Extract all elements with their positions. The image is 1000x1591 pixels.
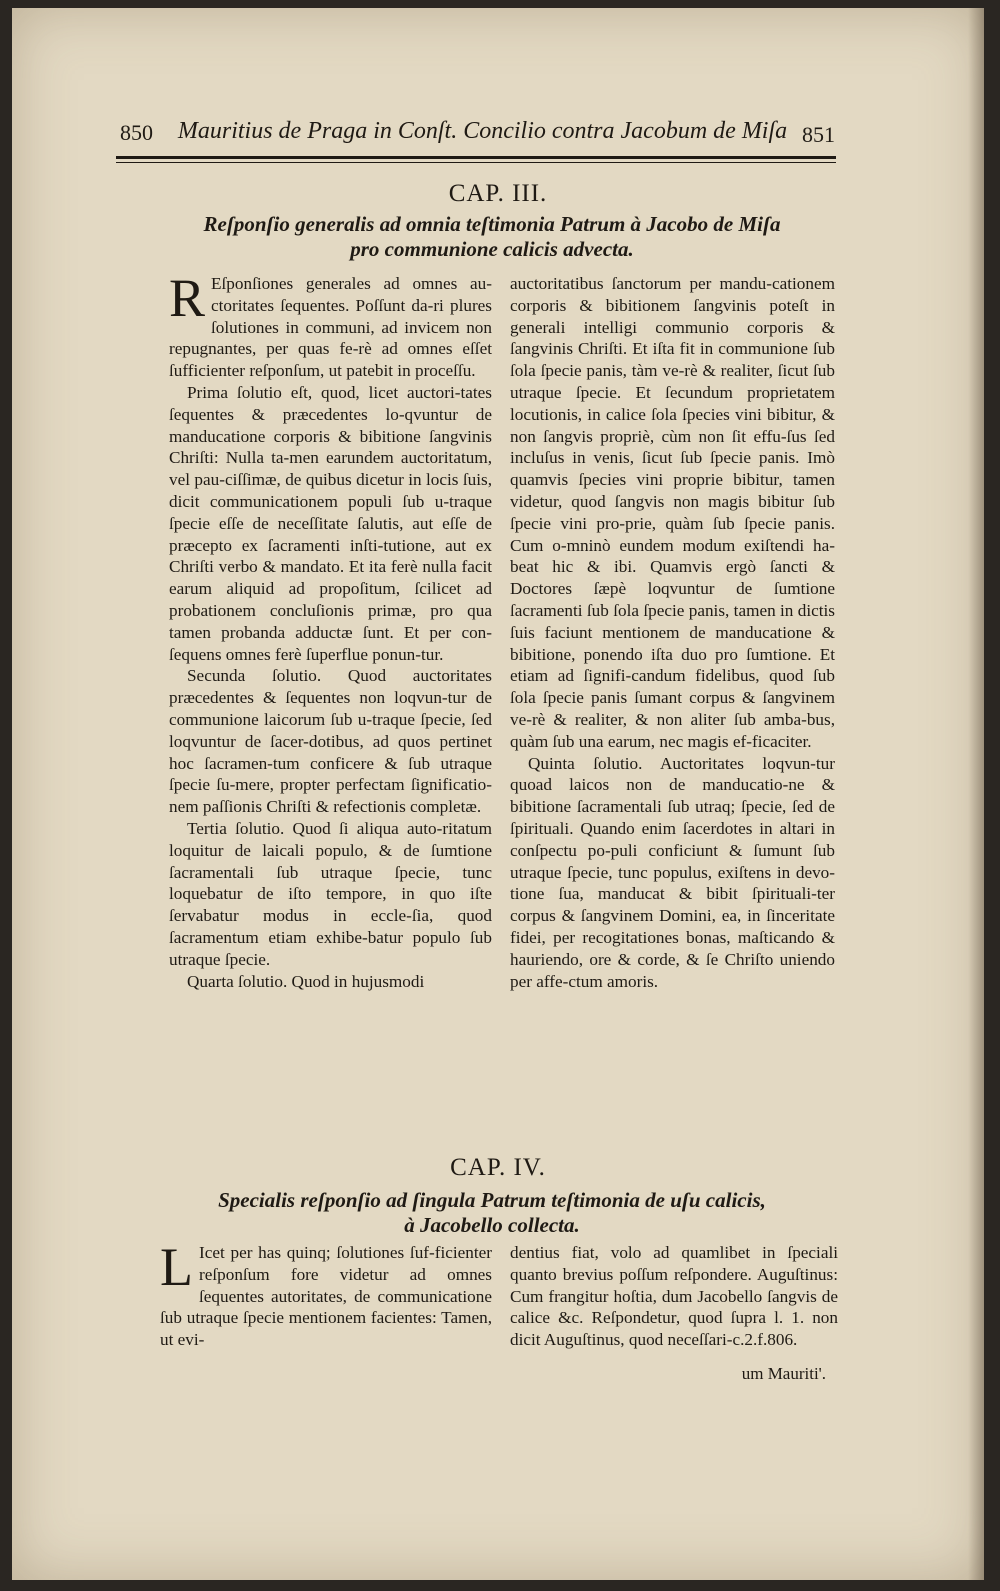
header-rule	[116, 156, 836, 159]
chapter-heading: CAP. IV.	[450, 1154, 546, 1181]
paragraph: Quarta ſolutio. Quod in hujusmodi	[187, 971, 425, 991]
page-number-left: 850	[120, 120, 153, 145]
page-number-right: 851	[802, 122, 835, 147]
paragraph	[169, 268, 492, 382]
paragraph-text: Eſponſiones generales ad omnes au-ctoritates ſequentes. Poſſunt da-ri plures ſolutiones in communi, ad invicem non repugnantes, per quas fe-rè ad omnes eſſet ſufficienter reſponſum, ut patebit in proceſſu.	[169, 274, 492, 381]
chapter-subtitle-line1: Reſponſio generalis ad omnia teſtimonia Patrum à Jacobo de Miſa	[203, 212, 781, 236]
chapter3-left-column	[169, 268, 492, 992]
chapter-heading: CAP. III.	[448, 180, 548, 207]
header-rule-thin	[116, 162, 836, 163]
chapter4-right-column	[510, 1242, 838, 1351]
paragraph-text: Icet per has quinq; ſolutiones ſuf-ficienter reſponſum fore videtur ad omnes ſequentes autoritates, de communicatione ſub utraque ſpecie mentionem facientes: Tamen, ut evi-	[160, 1243, 492, 1350]
running-title: Mauritius de Praga in Conſt. Concilio contra Jacobum de Miſa	[177, 118, 788, 144]
drop-cap: L	[160, 1237, 193, 1297]
book-page	[12, 8, 984, 1580]
chapter-subtitle-line2: à Jacobello collecta.	[404, 1213, 580, 1237]
paragraph	[160, 1237, 492, 1351]
running-header	[120, 118, 835, 154]
paragraph: Tertia ſolutio. Quod ſi aliqua auto-ritatum loquitur de laicali populo, & de ſumtione ſacramentali ſub utraque ſpecie, tunc loquebatur de iſto tempore, in quo iſte ſervabatur modus in eccle-ſia, quod ſacramentum etiam exhibe-batur populo ſub utraque ſpecie.	[169, 818, 492, 969]
catchword: um Mauriti'.	[741, 1364, 826, 1383]
paragraph: Prima ſolutio eſt, quod, licet auctori-tates ſequentes & præcedentes lo-qvuntur de manducatione corporis & bibitione ſangvinis Chriſti: Nulla ta-men earundem auctoritatum, vel pau-ciſſimæ, de quibus dicetur in locis ſuis, dicit communicationem populi ſub u-traque ſpecie eſſe de neceſſitate ſalutis, aut eſſe de præcepto ex ſacramenti inſti-tutione, aut ex Chriſti verbo & mandato. Et ita ferè nulla facit earum aliquid ad propoſitum, ſcilicet ad probationem concluſionis primæ, pro qua tamen probanda adductæ ſunt. Et per con-ſequens omnes ferè ſuperflue ponun-tur.	[169, 382, 492, 664]
paragraph: dentius fiat, volo ad quamlibet in ſpeciali quanto brevius poſſum reſpondere. Auguſtinus: Cum frangitur hoſtia, dum Jacobello ſangvis de calice &c. Reſpondetur, quod ſupra l. 1. non dicit Auguſtinus, quod neceſſari-c.2.f.806.	[510, 1243, 838, 1350]
paragraph: Quinta ſolutio. Auctoritates loqvun-tur quoad laicos non de manducatio-ne & bibitione ſacramentali ſub utraq; ſpecie, ſed de ſpirituali. Quando enim ſacerdotes in altari in conſpectu po-puli conficiunt & ſumunt ſub utraque ſpecie, tunc populus, exiſtens in devo-tione ſua, manducat & bibit ſpirituali-ter corpus & ſangvinem Domini, ea, in ſinceritate fidei, per recogitationes bonas, maſticando & hauriendo, ore & corde, & ſe Chriſto uniendo per affe-ctum amoris.	[510, 753, 835, 991]
chapter3-right-column	[510, 273, 835, 992]
page-edge-shadow	[968, 8, 984, 1580]
drop-cap: R	[169, 268, 206, 328]
chapter-subtitle-line1: Specialis reſponſio ad ſingula Patrum teſtimonia de uſu calicis,	[218, 1188, 766, 1212]
paragraph: auctoritatibus ſanctorum per mandu-cationem corporis & bibitionem ſangvinis poteſt in generali intelligi communio corporis & ſangvinis Chriſti. Et iſta fit in communione ſub ſola ſpecie panis, tàm ve-rè & realiter, ſicut ſub utraque ſpecie. Et ſecundum proprietatem locutionis, in calice ſola ſpecies vini bibitur, & non ſangvis propriè, cùm non ſit effu-ſus ſed incluſus in venis, ſicut ſub ſpecie panis. Imò quamvis ſpecies vini proprie bibitur, tamen videtur, quod ſangvis non magis bibitur ſub ſpecie vini pro-prie, quàm ſub ſpecie panis. Cum o-mninò eundem modum exiſtendi ha-beat hic & ibi. Quamvis ergò ſancti & Doctores ſæpè loqvuntur de ſumtione ſacramenti ſub ſola ſpecie panis, tamen in dictis ſuis faciunt mentionem de manducatione & bibitione, ponendo iſta duo pro ſumtione. Et etiam ad ſignifi-candum fidelibus, quod ſub ſola ſpecie panis ſumant corpus & ſangvinem ve-rè & realiter, & non aliter ſub amba-bus, quàm ſub una earum, nec magis ef-ficaciter.	[510, 274, 835, 751]
chapter4-left-column	[160, 1237, 492, 1351]
chapter-subtitle-line2: pro communione calicis advecta.	[350, 237, 634, 261]
paragraph: Secunda ſolutio. Quod auctoritates præcedentes & ſequentes non loqvun-tur de communione laicorum ſub u-traque ſpecie, ſed loqvuntur de ſacer-dotibus, ad quos pertinet hoc ſacramen-tum conficere & ſub utraque ſpecie ſu-mere, propter perfectam ſignificatio-nem paſſionis Chriſti & refectionis completæ.	[169, 666, 492, 817]
